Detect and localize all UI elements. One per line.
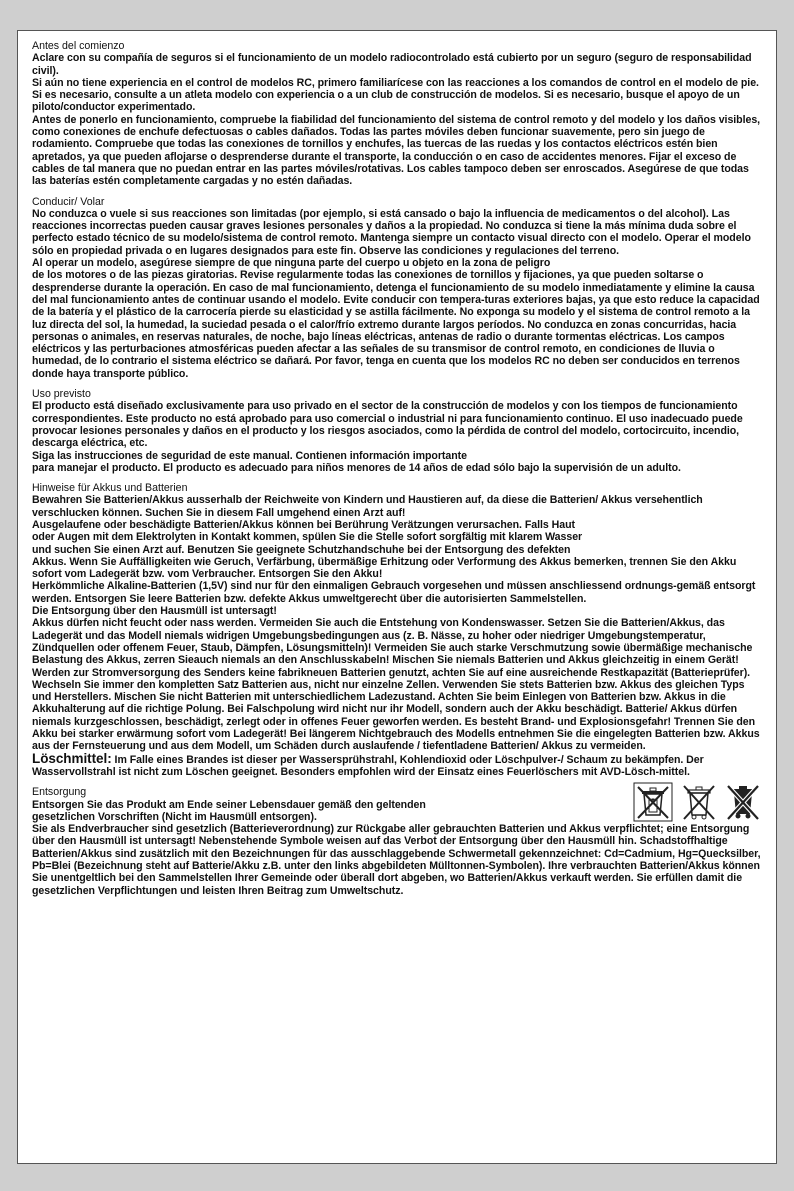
paragraph: Aclare con su compañía de seguros si el funcionamiento de un modelo radiocontrolado está cubierto por un seguro (seguro de responsabilidad civil).	[32, 52, 752, 77]
document-page	[17, 30, 777, 1164]
paragraph: Bewahren Sie Batterien/Akkus ausserhalb der Reichweite von Kindern und Haustieren auf, da diese die Batterien/ Akkus versehentlich verschlucken können. Suchen Sie in diesem Fall umgehend einen Arzt auf!	[32, 494, 703, 519]
section-heading: Conducir/ Volar	[32, 195, 105, 208]
section-intended-use	[32, 388, 763, 474]
section-heading: Antes del comienzo	[32, 40, 125, 52]
paragraph: Die Entsorgung über den Hausmüll ist untersagt!	[32, 605, 277, 618]
section-driving-flying	[32, 196, 763, 380]
disposal-header	[32, 786, 763, 798]
section-before-start	[32, 40, 763, 188]
fire-title: Löschmittel:	[32, 750, 112, 766]
paragraph: Si aún no tiene experiencia en el control de modelos RC, primero familiarícese con las reacciones a los comandos de control en el modelo de pie. Si es necesario, consulte a un atleta modelo con experiencia o a un club de construcción de modelos. Si es necesario, busque el apoyo de un piloto/conductor experimentado.	[32, 76, 759, 114]
section-heading: Entsorgung	[32, 786, 87, 799]
section-heading: Hinweise für Akkus und Batterien	[32, 482, 188, 495]
paragraph: Akkus dürfen nicht feucht oder nass werden. Vermeiden Sie auch die Entstehung von Kondenswasser. Setzen Sie die Batterien/Akkus, das Ladegerät und das Modell niemals widrigen Umgebungsbedingungen aus (z. B. Nässe, zu hoher oder niedriger Umgebungstemperatur, Zündquellen oder offenem Feuer, Staub, Dämpfen, Lösungsmitteln)! Vermeiden Sie auch starke Verschmutzung sowie übermäßige mechanische Belastung des Akkus, zerren Sieauch niemals an den Anschlusskabeln! Mischen Sie niemals Batterien und Akkus gleichzeitig in einem Gerät! Werden zur Stromversorgung des Senders keine fabrikneuen Batterien genutzt, achten Sie auf eine ausreichende Restkapazität (Batterieprüfer). Wechseln Sie immer den kompletten Satz Batterien aus, nicht nur einzelne Zellen. Verwenden Sie stets Batterien bzw. Akkus des gleichen Typs und Herstellers. Mischen Sie nicht Batterien mit unterschiedlichem Ladezustand. Achten Sie beim Einlegen von Batterien bzw. Akkus in die Akkuhalterung auf die richtige Polung. Bei Falschpolung wird nicht nur ihr Modell, sondern auch der Akku beschädigt. Batterie/ Akkus dürfen niemals kurzgeschlossen, beschädigt, zerlegt oder in offenes Feuer geworfen werden. Es besteht Brand- und Explosionsgefahr! Trennen Sie den Akku bei starker erwärmung sofort vom Ladegerät! Bei längerem Nichtgebrauch des Modells entnehmen Sie die eingelegten Batterien bzw. Akkus aus der Fernsteuerung und aus dem Modell, um Schäden durch auslaufende / tiefentladene Batterien/ Akkus zu vermeiden.	[32, 617, 760, 753]
crossed-bin-battery-icon	[633, 782, 673, 822]
paragraph: Siga las instrucciones de seguridad de este manual. Contienen información importante para manejar el producto. El producto es adecuado para niños menores de 14 años de edad sólo bajo la supervisión de un adulto.	[32, 449, 681, 474]
section-battery-notes	[32, 482, 763, 778]
crossed-bin-outline-icon	[681, 782, 717, 822]
paragraph: Sie als Endverbraucher sind gesetzlich (Batterieverordnung) zur Rückgabe aller gebrauchten Batterien und Akkus verpflichtet; eine Entsorgung über den Hausmüll ist untersagt! Nebenstehende Symbole weisen auf das Verbot der Entsorgung über den Hausmüll hin. Schadstoffhaltige Batterien/Akkus sind zusätzlich mit den Bezeichnungen für das ausschlaggebende Schwermetall gekennzeichnet: Cd=Cadmium, Hg=Quecksilber, Pb=Blei (Bezeichnung steht auf Batterie/Akku z.B. unter den links abgebildeten Mülltonnen-Symbolen). Ihre verbrauchten Batterien/Akkus können Sie unentgeltlich bei den Sammelstellen Ihrer Gemeinde oder überall dort abgeben, wo Batterien/Akkus verkauft werden. Sie erfüllen damit die gesetzlichen Verpflichtungen und leisten Ihren Beitrag zum Umweltschutz.	[32, 823, 761, 897]
paragraph: Ausgelaufene oder beschädigte Batterien/Akkus können bei Berührung Verätzungen verursachen. Falls Haut oder Augen mit dem Elektrolyten in Kontakt kommen, spülen Sie die Stelle sofort sorgfältig mit klarem Wasser und suchen Sie einen Arzt auf. Benutzen Sie geeignete Schutzhandschuhe bei der Entsorgung des defekten Akkus. Wenn Sie Auffälligkeiten wie Geruch, Verfärbung, übermäßige Erhitzung oder Verformung des Akkus bemerken, trennen Sie den Akku sofort vom Ladegerät bzw. vom Verbraucher. Entsorgen Sie den Akku!	[32, 518, 737, 581]
disposal-symbols	[633, 782, 761, 822]
paragraph: Antes de ponerlo en funcionamiento, compruebe la fiabilidad del funcionamiento del sistema de control remoto y del modelo y los daños visibles, como conexiones de enchufe defectuosas o cables dañados. Todas las partes móviles deben funcionar suavemente, pero sin juego de rodamiento. Compruebe que todas las conexiones de tornillos y enchufes, las tuercas de las ruedas y los contactos eléctricos estén bien apretados, ya que pueden aflojarse o desprenderse durante el transporte, la conducción o en caso de accidentes menores. Fijar el exceso de cables de tal manera que no puedan entrar en las partes móviles/rotativas. Los cables tampoco deben ser enroscados. Asegúrese de que todas las baterías estén completamente cargadas y no estén dañadas.	[32, 113, 761, 188]
paragraph: Entsorgen Sie das Produkt am Ende seiner Lebensdauer gemäß den geltenden gesetzlichen Vorschriften (Nicht im Hausmüll entsorgen).	[32, 798, 426, 823]
paragraph: Herkömmliche Alkaline-Batterien (1,5V) sind nur für den einmaligen Gebrauch vorgesehen und müssen anschliessend ordnungs-gemäß entsorgt werden. Entsorgen Sie leere Batterien bzw. defekte Akkus umweltgerecht über die autorisierten Sammelstellen.	[32, 580, 756, 605]
fire-paragraph	[32, 750, 763, 779]
crossed-bin-solid-icon	[725, 782, 761, 822]
paragraph: Al operar un modelo, asegúrese siempre de que ninguna parte del cuerpo u objeto en la zona de peligro de los motores o de las piezas giratorias. Revise regularmente todas las conexiones de tornillos y fijaciones, ya que pueden soltarse o desprenderse durante la operación. En caso de mal funcionamiento, detenga el funcionamiento de su modelo inmediatamente y elimine la causa del mal funcionamiento antes de continuar usando el modelo. Evite conducir con tempera-turas exteriores bajas, ya que esto reduce la capacidad de la batería y el plástico de la carrocería pierde su elasticidad y se astilla fácilmente. No exponga su modelo y el sistema de control remoto a la luz directa del sol, la humedad, la suciedad pesada o el calor/frío extremo durante largos períodos. No conduzca en zonas concurridas, hacia personas o animales, en reservas naturales, de noche, bajo líneas eléctricas, antenas de radio o durante tormentas eléctricas. Los campos eléctricos y las perturbaciones atmosféricas pueden afectar a las señales de su transmisor de control remoto, en condiciones de lluvia o humedad, de lo contrario el sistema eléctrico se dañará. Por favor, tenga en cuenta que los modelos RC no deben ser conducidos en terrenos donde haya transporte público.	[32, 257, 760, 380]
paragraph: No conduzca o vuele si sus reacciones son limitadas (por ejemplo, si está cansado o bajo la influencia de medicamentos o del alcohol). Las reacciones incorrectas pueden causar graves lesiones personales y daños a la propiedad. No conduzca si tiene la más mínima duda sobre el perfecto estado técnico de su modelo/sistema de control remoto. Mantenga siempre un contacto visual directo con el modelo. Operar el modelo sólo en propiedad privada o en lugares designados para este fin. Observe las condiciones y regulaciones del terreno.	[32, 207, 751, 257]
section-disposal	[32, 786, 763, 897]
section-heading: Uso previsto	[32, 388, 91, 401]
paragraph: El producto está diseñado exclusivamente para uso privado en el sector de la construcción de modelos y con los tiempos de funcionamiento correspondientes. Este producto no está aprobado para uso comercial o industrial ni para funcionamiento continuo. El uso inadecuado puede provocar lesiones personales y daños en el producto y los riesgos asociados, como la pérdida de control del modelo, cortocircuito, incendio, descarga eléctrica, etc.	[32, 400, 743, 450]
fire-text: Im Falle eines Brandes ist dieser per Wassersprühstrahl, Kohlendioxid oder Löschpulver-/ Schaum zu bekämpfen. Der Wasservollstrahl ist nicht zum Löschen geeignet. Besonders empfohlen wird der Einsatz eines Feuerlöschers mit AVD-Lösch-mittel.	[32, 753, 704, 778]
